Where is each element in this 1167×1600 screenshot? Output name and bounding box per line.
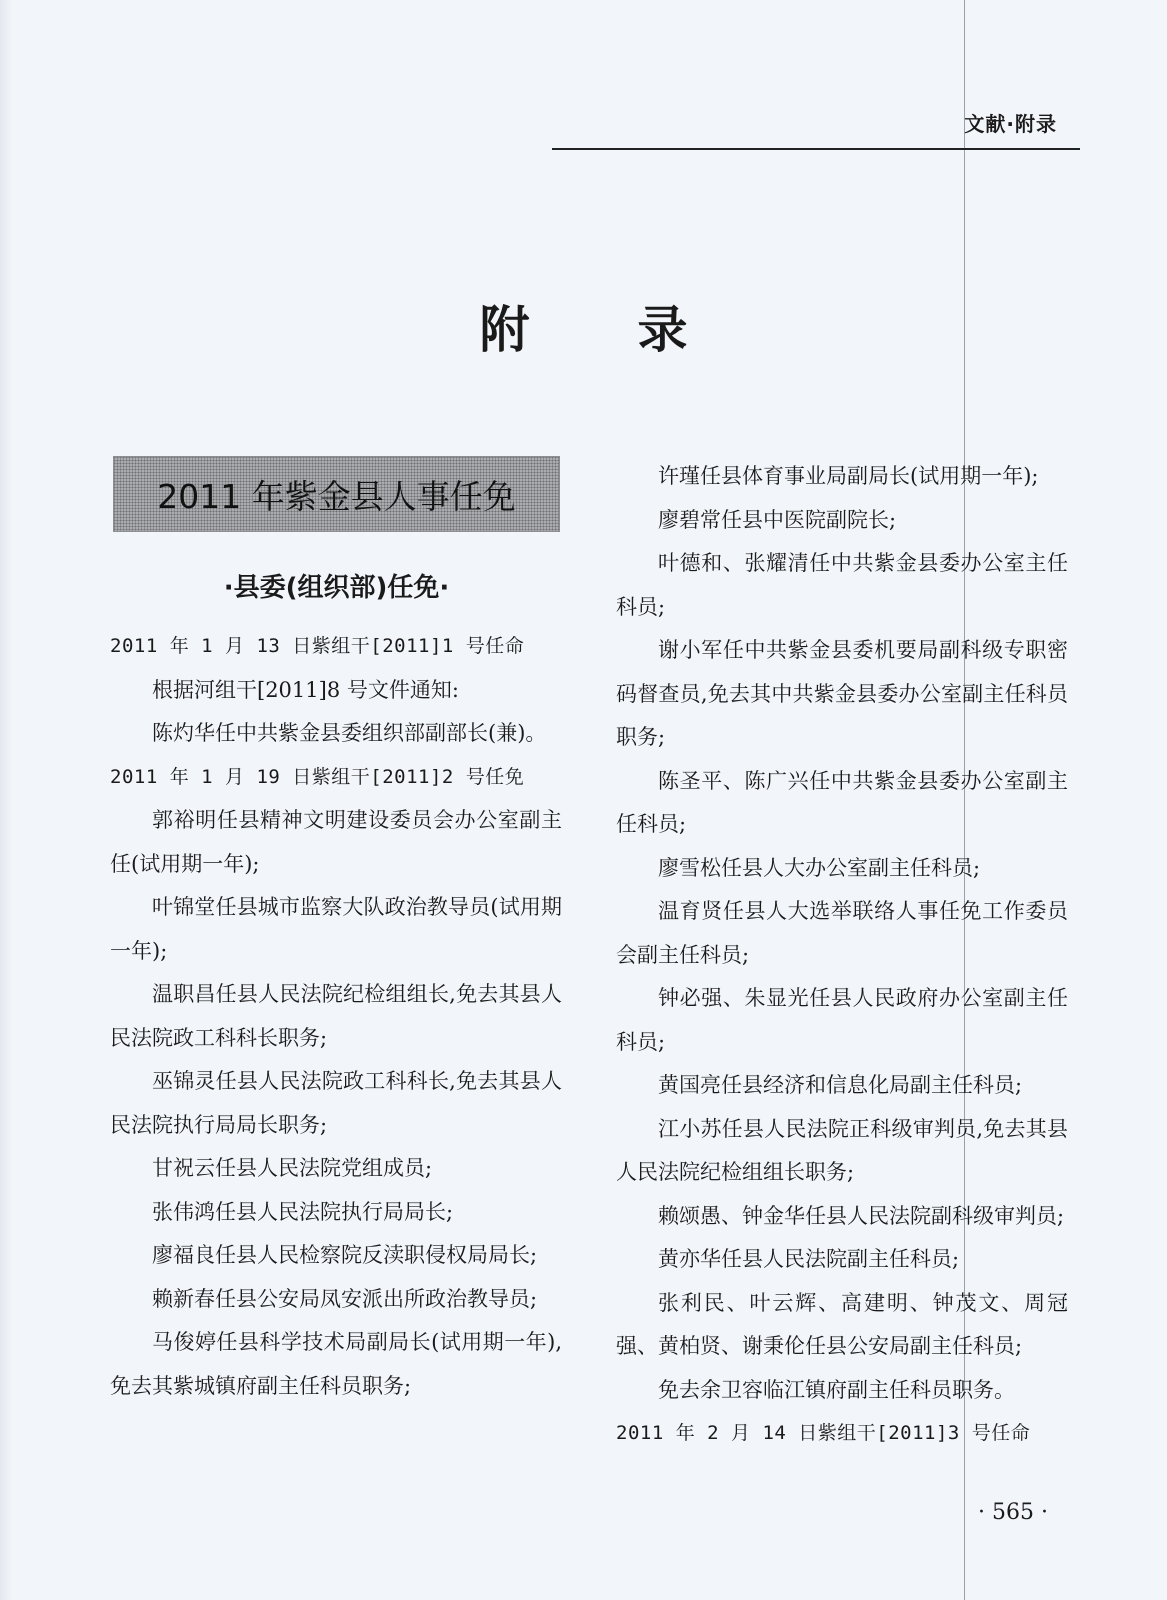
left-column — [110, 625, 562, 1408]
appointment-paragraph: 马俊婷任县科学技术局副局长(试用期一年),免去其紫城镇府副主任科员职务; — [110, 1330, 562, 1398]
appointment-paragraph: 叶德和、张耀清任中共紫金县委办公室主任科员; — [616, 551, 1068, 619]
section-subheading: ·县委(组织部)任免· — [223, 573, 450, 603]
right-column — [616, 455, 1068, 1456]
document-reference-line: 2011 年 1 月 13 日紫组干[2011]1 号任命 — [110, 635, 525, 657]
appointment-paragraph: 赖新春任县公安局凤安派出所政治教导员; — [152, 1286, 538, 1311]
page-title — [0, 290, 1167, 362]
page-title-char-2: 录 — [637, 301, 688, 359]
appointment-paragraph: 甘祝云任县人民法院党组成员; — [152, 1156, 433, 1180]
appointment-paragraph: 根据河组干[2011]8 号文件通知: — [152, 677, 459, 702]
appointment-paragraph: 陈圣平、陈广兴任中共紫金县委办公室副主任科员; — [616, 768, 1068, 836]
appointment-paragraph: 黄国亮任县经济和信息化局副主任科员; — [658, 1073, 1023, 1097]
appointment-paragraph: 免去余卫容临江镇府副主任科员职务。 — [658, 1377, 1015, 1402]
appointment-paragraph: 陈灼华任中共紫金县委组织部副部长(兼)。 — [152, 721, 547, 745]
page-number: · 565 · — [978, 1500, 1048, 1525]
document-reference-line: 2011 年 2 月 14 日紫组干[2011]3 号任命 — [616, 1422, 1031, 1444]
page-title-char-1: 附 — [479, 301, 530, 359]
header-rule — [552, 148, 1080, 150]
section-banner: 2011 年紫金县人事任免 — [113, 456, 560, 532]
appointment-paragraph: 赖颂愚、钟金华任县人民法院副科级审判员; — [658, 1203, 1065, 1228]
appointment-paragraph: 张伟鸿任县人民法院执行局局长; — [152, 1199, 454, 1224]
document-reference-line: 2011 年 1 月 19 日紫组干[2011]2 号任免 — [110, 765, 525, 788]
appointment-paragraph: 张利民、叶云辉、高建明、钟茂文、周冠强、黄柏贤、谢秉伦任县公安局副主任科员; — [616, 1290, 1068, 1358]
appointment-paragraph: 温职昌任县人民法院纪检组组长,免去其县人民法院政工科科长职务; — [110, 982, 562, 1050]
appointment-paragraph: 郭裕明任县精神文明建设委员会办公室副主任(试用期一年); — [110, 808, 562, 876]
appointment-paragraph: 钟必强、朱显光任县人民政府办公室副主任科员; — [616, 986, 1068, 1054]
page-edge-shadow — [0, 0, 12, 1600]
appointment-paragraph: 廖雪松任县人大办公室副主任科员; — [658, 855, 981, 880]
appointment-paragraph: 廖福良任县人民检察院反渎职侵权局局长; — [152, 1243, 538, 1267]
appointment-paragraph: 谢小军任中共紫金县委机要局副科级专职密码督查员,免去其中共紫金县委办公室副主任科员职务; — [616, 638, 1068, 749]
appointment-paragraph: 巫锦灵任县人民法院政工科科长,免去其县人民法院执行局局长职务; — [110, 1069, 562, 1137]
appointment-paragraph: 江小苏任县人民法院正科级审判员,免去其县人民法院纪检组组长职务; — [616, 1116, 1068, 1184]
appointment-paragraph: 黄亦华任县人民法院副主任科员; — [658, 1247, 960, 1271]
running-header: 文献·附录 — [964, 112, 1057, 136]
appointment-paragraph: 廖碧常任县中医院副院长; — [658, 507, 897, 532]
appointment-paragraph: 温育贤任县人大选举联络人事任免工作委员会副主任科员; — [616, 899, 1068, 967]
appointment-paragraph: 许瑾任县体育事业局副局长(试用期一年); — [658, 464, 1039, 488]
appointment-paragraph: 叶锦堂任县城市监察大队政治教导员(试用期一年); — [110, 895, 562, 963]
